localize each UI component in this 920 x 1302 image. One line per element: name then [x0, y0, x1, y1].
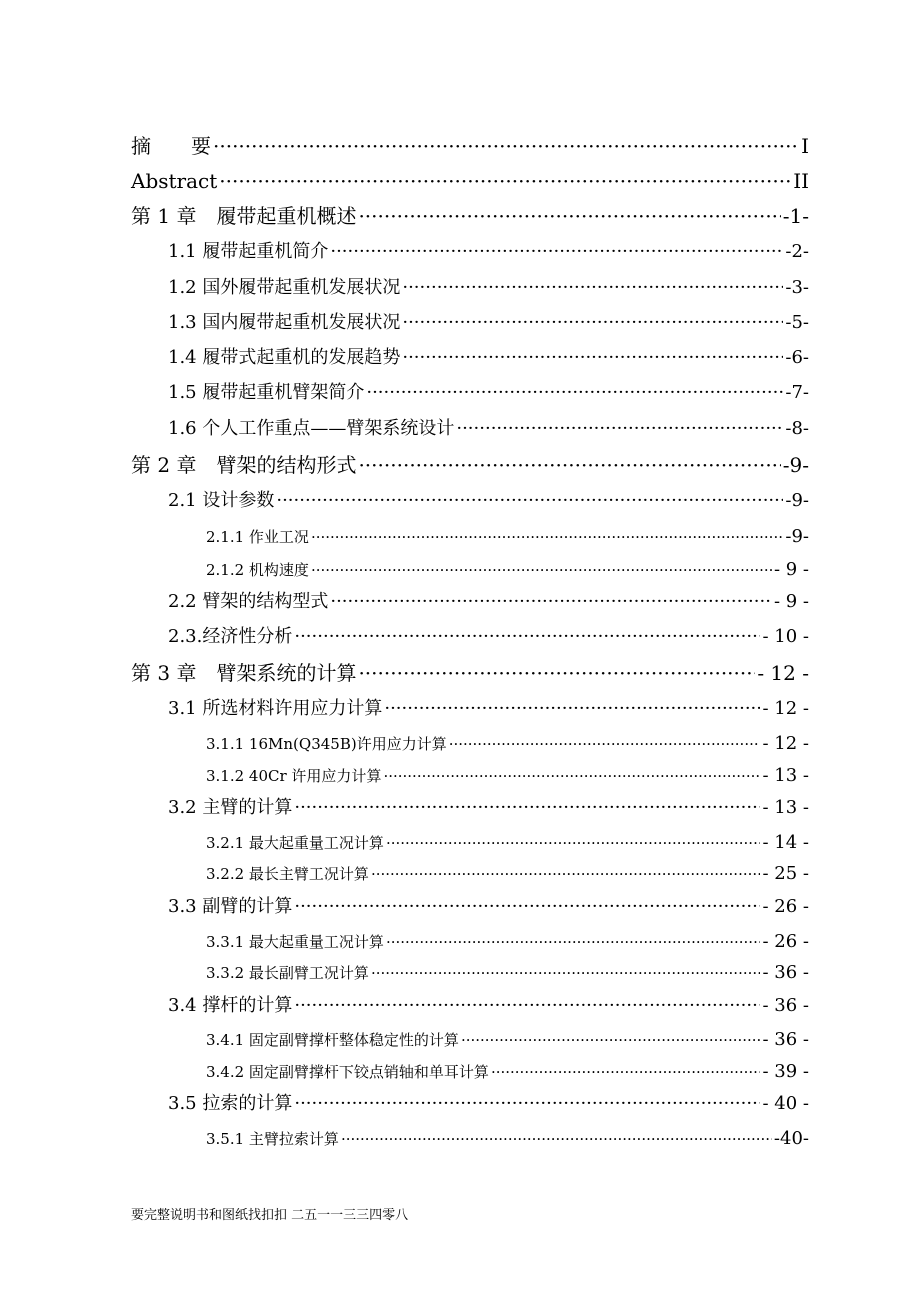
toc-entry-2-1-2[interactable] [206, 559, 809, 581]
toc-title: 3.3.1 最大起重量工况计算 [206, 933, 384, 951]
toc-page: - 12 - [757, 661, 809, 685]
toc-leader [371, 964, 761, 982]
toc-entry-3-1-1[interactable] [206, 733, 809, 755]
toc-page: - 13 - [762, 797, 809, 818]
toc-title: 1.3 国内履带起重机发展状况 [168, 312, 401, 333]
toc-page: - 10 - [762, 626, 809, 647]
toc-page: -8- [785, 418, 809, 439]
toc-title: 3.2.2 最长主臂工况计算 [206, 865, 369, 883]
toc-title: 2.1 设计参数 [168, 490, 275, 511]
toc-page: - 12 - [762, 698, 809, 719]
toc-title: 1.6 个人工作重点——臂架系统设计 [168, 418, 455, 439]
toc-page: - 36 - [762, 1029, 809, 1050]
toc-leader [386, 933, 761, 951]
toc-leader [383, 767, 760, 785]
toc-page: I [801, 134, 809, 158]
toc-leader [358, 204, 780, 228]
toc-title: 3.5 拉索的计算 [168, 1093, 293, 1114]
toc-page: -1- [782, 204, 809, 228]
toc-leader [491, 1063, 761, 1081]
toc-title: 3.4 撑杆的计算 [168, 995, 293, 1016]
toc-leader [371, 865, 761, 883]
toc-title: 3.1.1 16Mn(Q345B)许用应力计算 [206, 735, 447, 753]
toc-entry-1-4[interactable] [168, 347, 809, 369]
toc-title: 2.3.经济性分析 [168, 626, 293, 647]
toc-page: - 36 - [762, 995, 809, 1016]
toc-leader [358, 453, 780, 477]
toc-entry-1-2[interactable] [168, 277, 809, 299]
toc-leader [219, 169, 791, 193]
toc-title: 第 3 章 臂架系统的计算 [131, 661, 357, 685]
toc-entry-3-3-2[interactable] [206, 962, 809, 984]
toc-entry-3-2[interactable] [168, 797, 809, 819]
toc-entry-abstract-cn[interactable] [131, 134, 809, 158]
toc-leader [358, 661, 755, 685]
toc-entry-abstract-en[interactable] [131, 169, 809, 193]
toc-page: -9- [782, 453, 809, 477]
toc-leader [402, 312, 783, 334]
toc-title: 3.5.1 主臂拉索计算 [206, 1130, 339, 1148]
toc-leader [294, 995, 760, 1017]
toc-page: -7- [785, 382, 809, 403]
toc-entry-3-2-2[interactable] [206, 863, 809, 885]
toc-title: 1.4 履带式起重机的发展趋势 [168, 347, 401, 368]
toc-page: - 12 - [762, 733, 809, 754]
toc-page: -2- [785, 241, 809, 262]
toc-page: -6- [785, 347, 809, 368]
toc-page: - 40 - [762, 1093, 809, 1114]
toc-entry-2-2[interactable] [168, 591, 809, 613]
toc-page: -9- [785, 490, 809, 511]
toc-leader [461, 1031, 761, 1049]
toc-entry-1-5[interactable] [168, 382, 809, 404]
toc-leader [366, 382, 783, 404]
toc-page: -5- [785, 312, 809, 333]
toc-entry-chapter-1[interactable] [131, 204, 809, 228]
toc-leader [341, 1130, 772, 1148]
toc-leader [384, 698, 760, 720]
toc-page: -3- [785, 277, 809, 298]
toc-leader [402, 347, 783, 369]
toc-entry-chapter-3[interactable] [131, 661, 809, 685]
toc-leader [402, 277, 783, 299]
toc-page: - 13 - [762, 765, 809, 786]
toc-entry-1-3[interactable] [168, 312, 809, 334]
footer-note: 要完整说明书和图纸找扣扣 二五一一三三四零八 [131, 1208, 409, 1223]
toc-page: - 14 - [762, 832, 809, 853]
toc-page: - 9 - [773, 559, 809, 580]
toc-page: - 25 - [762, 863, 809, 884]
toc-page: - 9 - [773, 591, 809, 612]
toc-title: 第 2 章 臂架的结构形式 [131, 453, 357, 477]
toc-title: 3.4.1 固定副臂撑杆整体稳定性的计算 [206, 1031, 459, 1049]
toc-page: - 26 - [762, 931, 809, 952]
toc-entry-3-3-1[interactable] [206, 931, 809, 953]
toc-leader [311, 561, 772, 579]
toc-page: - 36 - [762, 962, 809, 983]
toc-title: 3.1 所选材料许用应力计算 [168, 698, 383, 719]
toc-title: 2.1.1 作业工况 [206, 528, 309, 546]
toc-entry-chapter-2[interactable] [131, 453, 809, 477]
toc-page: - 26 - [762, 896, 809, 917]
toc-entry-2-1-1[interactable] [206, 526, 809, 548]
toc-title: Abstract [131, 169, 218, 193]
toc-title: 第 1 章 履带起重机概述 [131, 204, 357, 228]
toc-leader [386, 834, 761, 852]
toc-title: 2.2 臂架的结构型式 [168, 591, 329, 612]
toc-leader [294, 1093, 760, 1115]
toc-entry-3-4-2[interactable] [206, 1061, 809, 1083]
toc-leader [449, 735, 761, 753]
toc-leader [276, 490, 783, 512]
toc-title: 1.1 履带起重机简介 [168, 241, 329, 262]
toc-title: 3.1.2 40Cr 许用应力计算 [206, 767, 382, 785]
toc-page: -40- [773, 1128, 809, 1149]
toc-leader [330, 241, 783, 263]
toc-entry-1-6[interactable] [168, 418, 809, 440]
toc-leader [311, 528, 783, 546]
toc-leader [456, 418, 783, 440]
toc-title: 1.2 国外履带起重机发展状况 [168, 277, 401, 298]
toc-title: 3.4.2 固定副臂撑杆下铰点销轴和单耳计算 [206, 1063, 489, 1081]
toc-page: II [793, 169, 809, 193]
toc-page: - 39 - [762, 1061, 809, 1082]
toc-leader [213, 134, 799, 158]
toc-entry-3-3[interactable] [168, 896, 809, 918]
toc-entry-3-2-1[interactable] [206, 832, 809, 854]
toc-entry-3-1[interactable] [168, 698, 809, 720]
toc-entry-1-1[interactable] [168, 241, 809, 263]
toc-entry-2-1[interactable] [168, 490, 809, 512]
toc-entry-2-3[interactable] [168, 626, 809, 648]
toc-leader [294, 797, 760, 819]
toc-entry-3-5[interactable] [168, 1093, 809, 1115]
toc-page: -9- [785, 526, 809, 547]
toc-title: 3.3 副臂的计算 [168, 896, 293, 917]
toc-title: 2.1.2 机构速度 [206, 561, 309, 579]
toc-leader [294, 626, 760, 648]
toc-entry-3-5-1[interactable] [206, 1128, 809, 1150]
toc-entry-3-4-1[interactable] [206, 1029, 809, 1051]
toc-leader [330, 591, 772, 613]
toc-entry-3-1-2[interactable] [206, 765, 809, 787]
toc-entry-3-4[interactable] [168, 995, 809, 1017]
toc-title: 1.5 履带起重机臂架简介 [168, 382, 365, 403]
toc-title: 3.2.1 最大起重量工况计算 [206, 834, 384, 852]
toc-title: 3.2 主臂的计算 [168, 797, 293, 818]
toc-leader [294, 896, 760, 918]
toc-title: 摘 要 [131, 134, 211, 158]
toc-title: 3.3.2 最长副臂工况计算 [206, 964, 369, 982]
